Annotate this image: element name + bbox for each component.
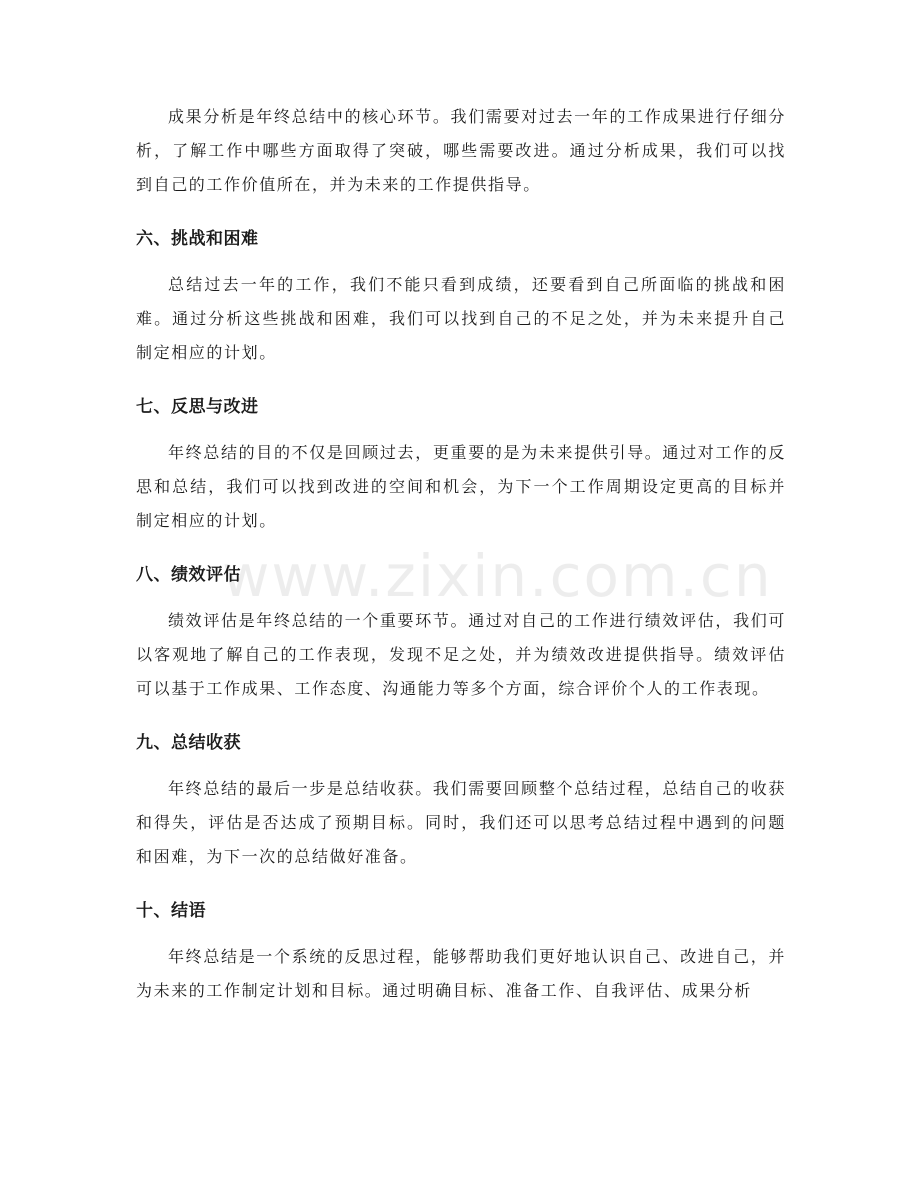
watermark-text: www.zixin.com.cn bbox=[222, 542, 773, 610]
section-10-heading: 十、结语 bbox=[136, 901, 206, 921]
section-7-body: 年终总结的目的不仅是回顾过去，更重要的是为未来提供引导。通过对工作的反思和总结，我们可以找到改进的空间和机会，为下一个工作周期设定更高的目标并制定相应的计划。 bbox=[136, 443, 786, 530]
section-9-body: 年终总结的最后一步是总结收获。我们需要回顾整个总结过程，总结自己的收获和得失，评估是否达成了预期目标。同时，我们还可以思考总结过程中遇到的问题和困难，为下一次的总结做好准备。 bbox=[136, 779, 786, 866]
section-6-body: 总结过去一年的工作，我们不能只看到成绩，还要看到自己所面临的挑战和困难。通过分析这些挑战和困难，我们可以找到自己的不足之处，并为未来提升自己制定相应的计划。 bbox=[136, 275, 786, 362]
section-7-heading: 七、反思与改进 bbox=[136, 397, 259, 417]
section-10-body: 年终总结是一个系统的反思过程，能够帮助我们更好地认识自己、改进自己，并为未来的工作制定计划和目标。通过明确目标、准备工作、自我评估、成果分析 bbox=[136, 947, 786, 1000]
section-8-body: 绩效评估是年终总结的一个重要环节。通过对自己的工作进行绩效评估，我们可以客观地了解自己的工作表现，发现不足之处，并为绩效改进提供指导。绩效评估可以基于工作成果、工作态度、沟通能力等多个方面，综合评价个人的工作表现。 bbox=[136, 611, 786, 698]
section-9-heading: 九、总结收获 bbox=[136, 733, 241, 753]
section-8-heading: 八、绩效评估 bbox=[136, 565, 241, 585]
section-6-heading: 六、挑战和困难 bbox=[136, 229, 259, 249]
document-page bbox=[136, 100, 786, 1008]
section-intro-body: 成果分析是年终总结中的核心环节。我们需要对过去一年的工作成果进行仔细分析，了解工作中哪些方面取得了突破，哪些需要改进。通过分析成果，我们可以找到自己的工作价值所在，并为未来的工作提供指导。 bbox=[136, 107, 786, 194]
